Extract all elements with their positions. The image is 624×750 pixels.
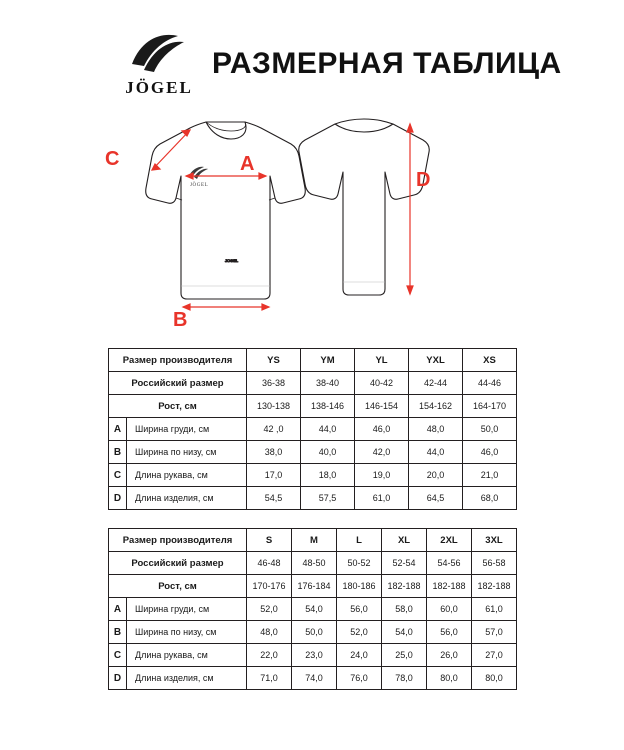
cell-value: 170-176 xyxy=(247,575,292,598)
row-label: Ширина груди, см xyxy=(127,598,247,621)
header-size-ys: YS xyxy=(247,349,301,372)
cell-value: 52,0 xyxy=(337,621,382,644)
cell-value: 50,0 xyxy=(292,621,337,644)
cell-value: 61,0 xyxy=(472,598,517,621)
row-measure-key: A xyxy=(109,598,127,621)
cell-value: 46-48 xyxy=(247,552,292,575)
cell-value: 27,0 xyxy=(472,644,517,667)
cell-value: 61,0 xyxy=(355,487,409,510)
cell-value: 50,0 xyxy=(463,418,517,441)
cell-value: 60,0 xyxy=(427,598,472,621)
header-size-yxl: YXL xyxy=(409,349,463,372)
cell-value: 21,0 xyxy=(463,464,517,487)
table-row xyxy=(109,644,517,667)
table-row xyxy=(109,621,517,644)
row-label: Ширина груди, см xyxy=(127,418,247,441)
brand-logo xyxy=(120,30,198,98)
table-row xyxy=(109,552,517,575)
row-label: Длина изделия, см xyxy=(127,487,247,510)
row-measure-key: D xyxy=(109,667,127,690)
cell-value: 36-38 xyxy=(247,372,301,395)
cell-value: 54,0 xyxy=(382,621,427,644)
cell-value: 68,0 xyxy=(463,487,517,510)
row-label: Длина изделия, см xyxy=(127,667,247,690)
cell-value: 64,5 xyxy=(409,487,463,510)
cell-value: 38,0 xyxy=(247,441,301,464)
page-header xyxy=(0,0,624,104)
cell-value: 130-138 xyxy=(247,395,301,418)
row-measure-key: B xyxy=(109,621,127,644)
cell-value: 154-162 xyxy=(409,395,463,418)
cell-value: 80,0 xyxy=(472,667,517,690)
row-label: Ширина по низу, см xyxy=(127,621,247,644)
header-size-m: M xyxy=(292,529,337,552)
cell-value: 44,0 xyxy=(409,441,463,464)
size-diagram xyxy=(0,108,624,348)
brand-wordmark: JÖGEL xyxy=(125,78,193,97)
table-row xyxy=(109,372,517,395)
cell-value: 18,0 xyxy=(301,464,355,487)
cell-value: 38-40 xyxy=(301,372,355,395)
measure-label-a: A xyxy=(240,153,255,175)
cell-value: 54,0 xyxy=(292,598,337,621)
cell-value: 146-154 xyxy=(355,395,409,418)
header-manufacturer-size: Размер производителя xyxy=(109,529,247,552)
header-size-yl: YL xyxy=(355,349,409,372)
header-manufacturer-size: Размер производителя xyxy=(109,349,247,372)
cell-value: 23,0 xyxy=(292,644,337,667)
measure-label-b: B xyxy=(173,309,188,331)
adult-size-table xyxy=(108,528,517,690)
jogel-swoosh-logo-icon xyxy=(128,30,190,76)
cell-value: 25,0 xyxy=(382,644,427,667)
cell-value: 48,0 xyxy=(247,621,292,644)
cell-value: 17,0 xyxy=(247,464,301,487)
row-label: Длина рукава, см xyxy=(127,644,247,667)
page-title: РАЗМЕРНАЯ ТАБЛИЦА xyxy=(212,47,562,80)
row-label: Рост, см xyxy=(109,395,247,418)
cell-value: 138-146 xyxy=(301,395,355,418)
cell-value: 58,0 xyxy=(382,598,427,621)
table-row xyxy=(109,487,517,510)
cell-value: 182-188 xyxy=(382,575,427,598)
youth-size-table xyxy=(108,348,517,510)
row-measure-key: C xyxy=(109,464,127,487)
table-row xyxy=(109,575,517,598)
cell-value: 26,0 xyxy=(427,644,472,667)
cell-value: 46,0 xyxy=(355,418,409,441)
header-size-xl: XL xyxy=(382,529,427,552)
header-size-2xl: 2XL xyxy=(427,529,472,552)
cell-value: 48-50 xyxy=(292,552,337,575)
cell-value: 57,5 xyxy=(301,487,355,510)
table-row xyxy=(109,395,517,418)
cell-value: 78,0 xyxy=(382,667,427,690)
cell-value: 54-56 xyxy=(427,552,472,575)
header-size-l: L xyxy=(337,529,382,552)
cell-value: 20,0 xyxy=(409,464,463,487)
cell-value: 176-184 xyxy=(292,575,337,598)
header-size-ym: YM xyxy=(301,349,355,372)
shirt-front-outline xyxy=(146,122,306,299)
cell-value: 42,0 xyxy=(355,441,409,464)
svg-text:JÖGEL: JÖGEL xyxy=(190,183,209,188)
cell-value: 71,0 xyxy=(247,667,292,690)
cell-value: 24,0 xyxy=(337,644,382,667)
cell-value: 56,0 xyxy=(427,621,472,644)
row-label: Рост, см xyxy=(109,575,247,598)
cell-value: 40,0 xyxy=(301,441,355,464)
cell-value: 80,0 xyxy=(427,667,472,690)
measure-label-d: D xyxy=(416,169,431,191)
row-label: Длина рукава, см xyxy=(127,464,247,487)
row-label: Ширина по низу, см xyxy=(127,441,247,464)
cell-value: 22,0 xyxy=(247,644,292,667)
table-header-row xyxy=(109,349,517,372)
shirt-diagram-svg xyxy=(0,108,624,348)
cell-value: 180-186 xyxy=(337,575,382,598)
row-measure-key: D xyxy=(109,487,127,510)
header-size-3xl: 3XL xyxy=(472,529,517,552)
table-row xyxy=(109,441,517,464)
measure-label-c: C xyxy=(105,148,120,170)
cell-value: 74,0 xyxy=(292,667,337,690)
cell-value: 40-42 xyxy=(355,372,409,395)
svg-text:JOGEL: JOGEL xyxy=(225,258,239,263)
cell-value: 56,0 xyxy=(337,598,382,621)
cell-value: 57,0 xyxy=(472,621,517,644)
table-row xyxy=(109,667,517,690)
cell-value: 182-188 xyxy=(427,575,472,598)
table-row xyxy=(109,598,517,621)
header-size-s: S xyxy=(247,529,292,552)
cell-value: 164-170 xyxy=(463,395,517,418)
table-row xyxy=(109,418,517,441)
cell-value: 44,0 xyxy=(301,418,355,441)
row-measure-key: A xyxy=(109,418,127,441)
cell-value: 48,0 xyxy=(409,418,463,441)
table-row xyxy=(109,464,517,487)
cell-value: 50-52 xyxy=(337,552,382,575)
cell-value: 76,0 xyxy=(337,667,382,690)
cell-value: 46,0 xyxy=(463,441,517,464)
cell-value: 182-188 xyxy=(472,575,517,598)
cell-value: 44-46 xyxy=(463,372,517,395)
cell-value: 19,0 xyxy=(355,464,409,487)
cell-value: 52-54 xyxy=(382,552,427,575)
cell-value: 52,0 xyxy=(247,598,292,621)
cell-value: 42 ,0 xyxy=(247,418,301,441)
table-header-row xyxy=(109,529,517,552)
row-measure-key: C xyxy=(109,644,127,667)
row-label: Российский размер xyxy=(109,552,247,575)
header-size-xs: XS xyxy=(463,349,517,372)
row-measure-key: B xyxy=(109,441,127,464)
cell-value: 54,5 xyxy=(247,487,301,510)
row-label: Российский размер xyxy=(109,372,247,395)
cell-value: 42-44 xyxy=(409,372,463,395)
cell-value: 56-58 xyxy=(472,552,517,575)
